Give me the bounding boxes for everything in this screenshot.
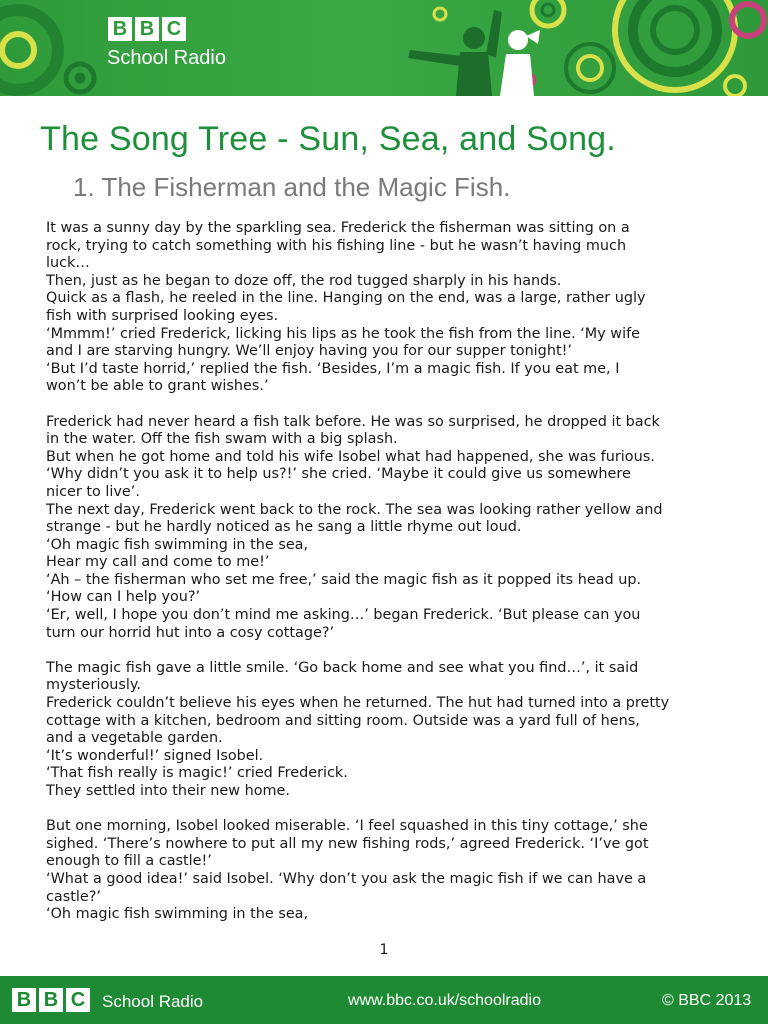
story-line: ‘That fish really is magic!’ cried Frederick. [46,765,348,782]
story-line: won’t be able to grant wishes.’ [46,378,269,395]
story-line: It was a sunny day by the sparkling sea. Frederick the fisherman was sitting on a [46,220,630,236]
header-banner [0,0,768,96]
chapter-subtitle: 1. The Fisherman and the Magic Fish. [73,172,511,202]
footer-bar [0,976,768,1024]
paragraph-gap [46,801,736,819]
story-line: in the water. Off the fish swam with a big splash. [46,431,398,448]
story-line: turn our horrid hut into a cosy cottage?’ [46,624,335,641]
story-line: They settled into their new home. [46,783,290,799]
story-line: ‘How can I help you?’ [46,589,201,606]
story-line: Then, just as he began to doze off, the rod tugged sharply in his hands. [46,272,562,289]
bbc-logo [108,17,186,41]
story-line: nicer to live’. [46,483,140,500]
story-line: Frederick couldn’t believe his eyes when he returned. The hut had turned into a pretty [46,695,670,712]
story-line: cottage with a kitchen, bedroom and sitting room. Outside was a yard full of hens, [46,712,640,729]
paragraph-gap [46,396,736,414]
story-line: ‘Mmmm!’ cried Frederick, licking his lips as he took the fish from the line. ‘My wife [46,325,640,342]
bbc-logo-letter: C [162,17,186,41]
bbc-logo-letter: B [39,988,63,1012]
story-line: castle?’ [46,888,101,905]
header-brand: School Radio [107,47,226,69]
story-line: Hear my call and come to me!’ [46,554,270,571]
story-paragraph [46,414,736,643]
story-paragraph [46,220,736,396]
story-line: ‘Oh magic fish swimming in the sea, [46,906,309,923]
footer-bbc-logo [12,988,90,1012]
story-line: Quick as a flash, he reeled in the line. Hanging on the end, was a large, rather ugly [46,290,646,307]
story-line: luck… [46,255,90,272]
story-paragraph [46,660,736,801]
story-line: enough to fill a castle!’ [46,853,212,870]
footer-brand: School Radio [102,992,204,1011]
story-line: and a vegetable garden. [46,730,223,747]
paragraph-gap [46,642,736,660]
story-line: sighed. ‘There’s nowhere to put all my new fishing rods,’ agreed Frederick. ‘I’ve got [46,835,649,852]
bbc-logo-letter: B [108,17,132,41]
story-line: fish with surprised looking eyes. [46,307,279,324]
story-line: But one morning, Isobel looked miserable. ‘I feel squashed in this tiny cottage,’ she [46,818,648,835]
story-line: rock, trying to catch something with his fishing line - but he wasn’t having much [46,237,627,254]
story-line: ‘Ah – the fisherman who set me free,’ said the magic fish as it popped its head up. [46,571,642,588]
child-silhouette-white [500,30,540,96]
story-line: ‘Why didn’t you ask it to help us?!’ she cried. ‘Maybe it could give us somewhere [46,466,631,483]
story-line: The next day, Frederick went back to the rock. The sea was looking rather yellow and [46,501,663,518]
story-line: But when he got home and told his wife Isobel what had happened, she was furious. [46,448,655,465]
page-number: 1 [379,942,389,958]
story-line: ‘It’s wonderful!’ signed Isobel. [46,747,264,764]
footer-url-link[interactable]: www.bbc.co.uk/schoolradio [348,992,541,1009]
story-text [46,220,736,924]
story-line: ‘What a good idea!’ said Isobel. ‘Why don’t you ask the magic fish if we can have a [46,870,647,887]
story-line: ‘Er, well, I hope you don’t mind me asking…’ began Frederick. ‘But please can you [46,607,641,624]
story-line: Frederick had never heard a fish talk before. He was so surprised, he dropped it back [46,413,660,430]
bbc-logo-letter: B [12,988,36,1012]
story-line: The magic fish gave a little smile. ‘Go back home and see what you find…’, it said [46,659,639,676]
story-line: and I are starving hungry. We’ll enjoy having you for our supper tonight!’ [46,343,572,360]
story-line: ‘Oh magic fish swimming in the sea, [46,536,309,553]
story-line: ‘But I’d taste horrid,’ replied the fish. ‘Besides, I’m a magic fish. If you eat me, I [46,360,620,377]
story-line: strange - but he hardly noticed as he sang a little rhyme out loud. [46,519,522,536]
bbc-logo-letter: B [135,17,159,41]
footer-copyright: © BBC 2013 [662,992,752,1009]
page-title: The Song Tree - Sun, Sea, and Song. [40,120,616,158]
story-line: mysteriously. [46,677,141,694]
children-silhouette [408,10,502,96]
bbc-logo-letter: C [66,988,90,1012]
story-paragraph [46,818,736,924]
